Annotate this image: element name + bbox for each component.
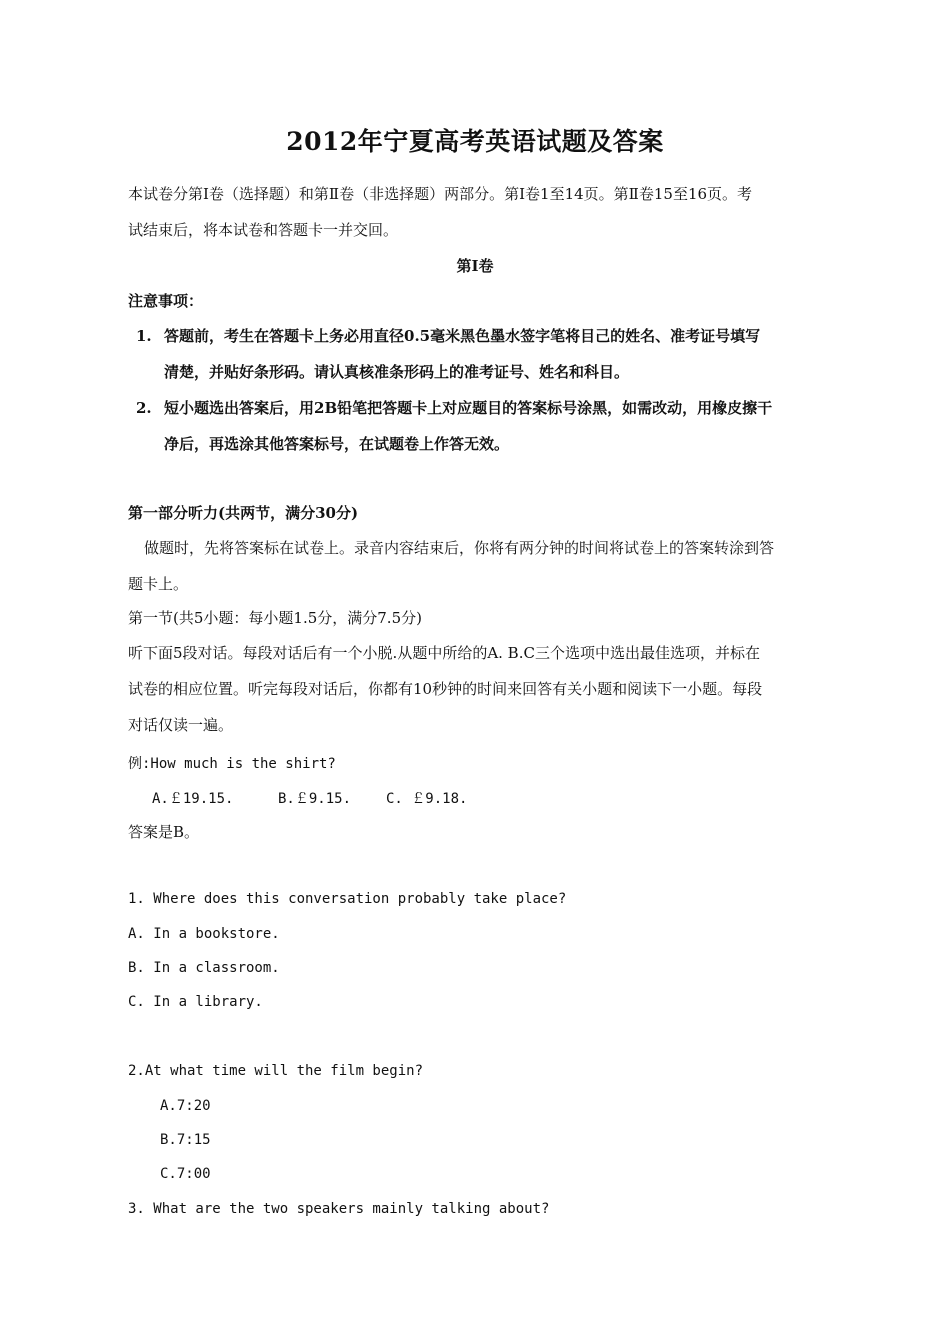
- example-answer: 答案是B。: [128, 823, 200, 841]
- intro-line-1: 本试卷分第Ⅰ卷（选择题）和第Ⅱ卷（非选择题）两部分。第Ⅰ卷1至14页。第Ⅱ卷15至16页。考: [128, 185, 753, 203]
- instruction-line-1: 听下面5段对话。每段对话后有一个小脱.从题中所给的A. B.C三个选项中选出最佳选项，并标在: [128, 644, 760, 662]
- example-option-b: B.￡9.15.: [278, 791, 352, 807]
- note-line: 净后，再选涂其他答案标号，在试题卷上作答无效。: [164, 435, 510, 453]
- note-line: 短小题选出答案后，用2B铅笔把答题卡上对应题目的答案标号涂黑，如需改动，用橡皮擦干: [164, 399, 773, 417]
- example-question: 例:How much is the shirt?: [128, 756, 336, 772]
- notes-heading: 注意事项：: [128, 292, 204, 310]
- example-option-c: C. ￡9.18.: [386, 791, 468, 807]
- note-number: 1.: [136, 327, 152, 345]
- instruction-line-2: 试卷的相应位置。听完每段对话后，你都有10秒钟的时间来回答有关小题和阅读下一小题。每段: [128, 680, 763, 698]
- note-line: 答题前，考生在答题卡上务必用直径0.5毫米黑色墨水签字笔将目己的姓名、准考证号填写: [164, 327, 761, 345]
- section1-heading: 第一节(共5小题：每小题1.5分，满分7.5分): [128, 609, 422, 627]
- question-1-option: C. In a library.: [128, 994, 263, 1010]
- instruction-line-3: 对话仅读一遍。: [128, 716, 234, 734]
- note-number: 2.: [136, 399, 152, 417]
- question-1-option: A. In a bookstore.: [128, 926, 280, 942]
- question-2-option: C.7:00: [160, 1166, 211, 1182]
- part1-desc-line-1: 做题时，先将答案标在试卷上。录音内容结束后，你将有两分钟的时间将试卷上的答案转涂到答: [144, 539, 775, 557]
- document-title: 2012年宁夏高考英语试题及答案: [286, 127, 664, 156]
- example-option-a: A.￡19.15.: [152, 791, 234, 807]
- question-2-option: B.7:15: [160, 1132, 211, 1148]
- part1-heading: 第一部分听力(共两节，满分30分): [128, 504, 359, 522]
- question-2-option: A.7:20: [160, 1098, 211, 1114]
- question-1-option: B. In a classroom.: [128, 960, 280, 976]
- part1-desc-line-2: 题卡上。: [128, 575, 189, 593]
- volume-heading: 第Ⅰ卷: [456, 257, 494, 275]
- question-3: 3. What are the two speakers mainly talking about?: [128, 1201, 550, 1217]
- intro-line-2: 试结束后，将本试卷和答题卡一并交回。: [128, 221, 399, 239]
- question-2: 2.At what time will the film begin?: [128, 1063, 424, 1079]
- question-1: 1. Where does this conversation probably take place?: [128, 891, 567, 907]
- note-line: 清楚，并贴好条形码。请认真核准条形码上的准考证号、姓名和科目。: [164, 363, 630, 381]
